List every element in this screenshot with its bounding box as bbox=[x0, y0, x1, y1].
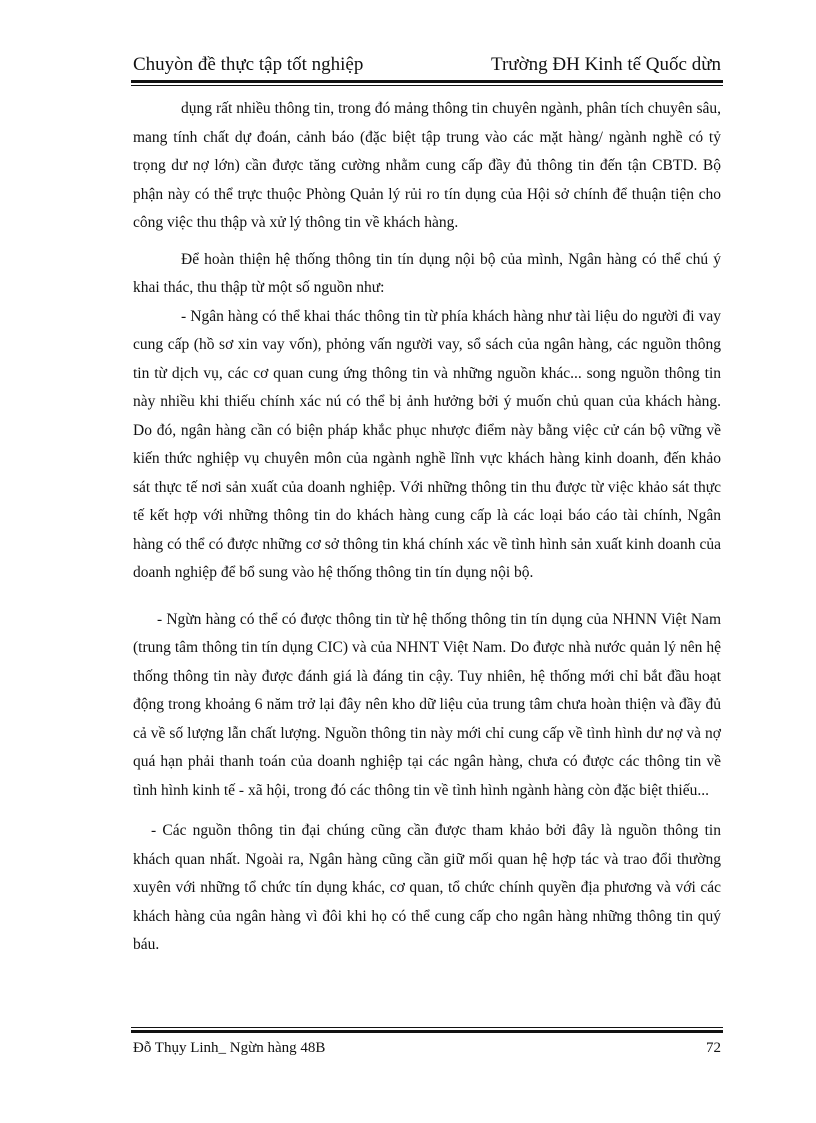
paragraph-5: - Các nguồn thông tin đại chúng cũng cần được tham khảo bởi đây là nguồn thông tin khách quan nhất. Ngoài ra, Ngân hàng cũng cần giữ mối quan hệ hợp tác và trao đổi thường xuyên với những tổ chức tín dụng khác, cơ quan, tổ chức chính quyền địa phương và với các khách hàng của ngân hàng vì đôi khi họ có thể cung cấp cho ngân hàng những thông tin quý báu. bbox=[133, 822, 721, 953]
paragraph-1: dụng rất nhiều thông tin, trong đó mảng thông tin chuyên ngành, phân tích chuyên sâu, mang tính chất dự đoán, cảnh báo (đặc biệt tập trung vào các mặt hàng/ ngành nghề có tỷ trọng dư nợ lớn) cần được tăng cường nhằm cung cấp đầy đủ thông tin đến tận CBTD. Bộ phận này có thể trực thuộc Phòng Quản lý rủi ro tín dụng của Hội sở chính để thuận tiện cho công việc thu thập và xử lý thông tin về khách hàng. bbox=[133, 100, 721, 231]
paragraph-2: Để hoàn thiện hệ thống thông tin tín dụng nội bộ của mình, Ngân hàng có thể chú ý khai thác, thu thập từ một số nguồn như: bbox=[133, 250, 721, 296]
header-title-left: Chuyòn đề thực tập tốt nghiệp bbox=[133, 54, 364, 75]
paragraph-3: - Ngân hàng có thể khai thác thông tin từ phía khách hàng như tài liệu do người đi vay cung cấp (hồ sơ xin vay vốn), phỏng vấn người vay, sổ sách của ngân hàng, các nguồn thông tin từ dịch vụ, các cơ quan cung ứng thông tin và những nguồn khác... song nguồn thông tin này nhiều khi thiếu chính xác nú có thể bị ảnh hưởng bởi ý muốn chủ quan của khách hàng. Do đó, ngân hàng cần có biện pháp khắc phục nhược điểm này bằng việc cử cán bộ vững về kiến thức nghiệp vụ chuyên môn của ngành nghề lĩnh vực khách hàng kinh doanh, đến khảo sát thực tế nơi sản xuất của doanh nghiệp. Với những thông tin thu được từ việc khảo sát thực tế kết hợp với những thông tin do khách hàng cung cấp là các loại báo cáo tài chính, Ngân hàng có thể có được những cơ sở thông tin khá chính xác về tình hình sản xuất kinh doanh của doanh nghiệp để bổ sung vào hệ thống thông tin tín dụng nội bộ. bbox=[133, 307, 721, 581]
footer-rule-thin bbox=[131, 1027, 723, 1028]
page-body bbox=[133, 95, 721, 960]
page-number: 72 bbox=[706, 1040, 721, 1056]
header-rule-thin bbox=[131, 85, 723, 86]
header-rule-thick bbox=[131, 80, 723, 83]
page-footer bbox=[133, 1036, 721, 1060]
footer-author: Đỗ Thụy Linh_ Ngừn hàng 48B bbox=[133, 1040, 326, 1056]
header-title-right: Trường ĐH Kinh tế Quốc dừn bbox=[491, 54, 721, 75]
footer-rule-thick bbox=[131, 1030, 723, 1033]
page-header bbox=[133, 50, 721, 80]
paragraph-4: - Ngừn hàng có thể có được thông tin từ hệ thống thông tin tín dụng của NHNN Việt Nam (trung tâm thông tin tín dụng CIC) và của NHNT Việt Nam. Do được nhà nước quản lý nên hệ thống thông tin này được đánh giá là đáng tin cậy. Tuy nhiên, hệ thống mới chỉ bắt đầu hoạt động trong khoảng 6 năm trở lại đây nên kho dữ liệu của trung tâm chưa hoàn thiện và đầy đủ cả về số lượng lẫn chất lượng. Nguồn thông tin này mới chỉ cung cấp về tình hình dư nợ và nợ quá hạn phải thanh toán của doanh nghiệp tại các ngân hàng, chưa có được các thông tin về tình hình kinh tế - xã hội, trong đó các thông tin về tình hình ngành hàng còn đặc biệt thiếu... bbox=[133, 610, 721, 799]
